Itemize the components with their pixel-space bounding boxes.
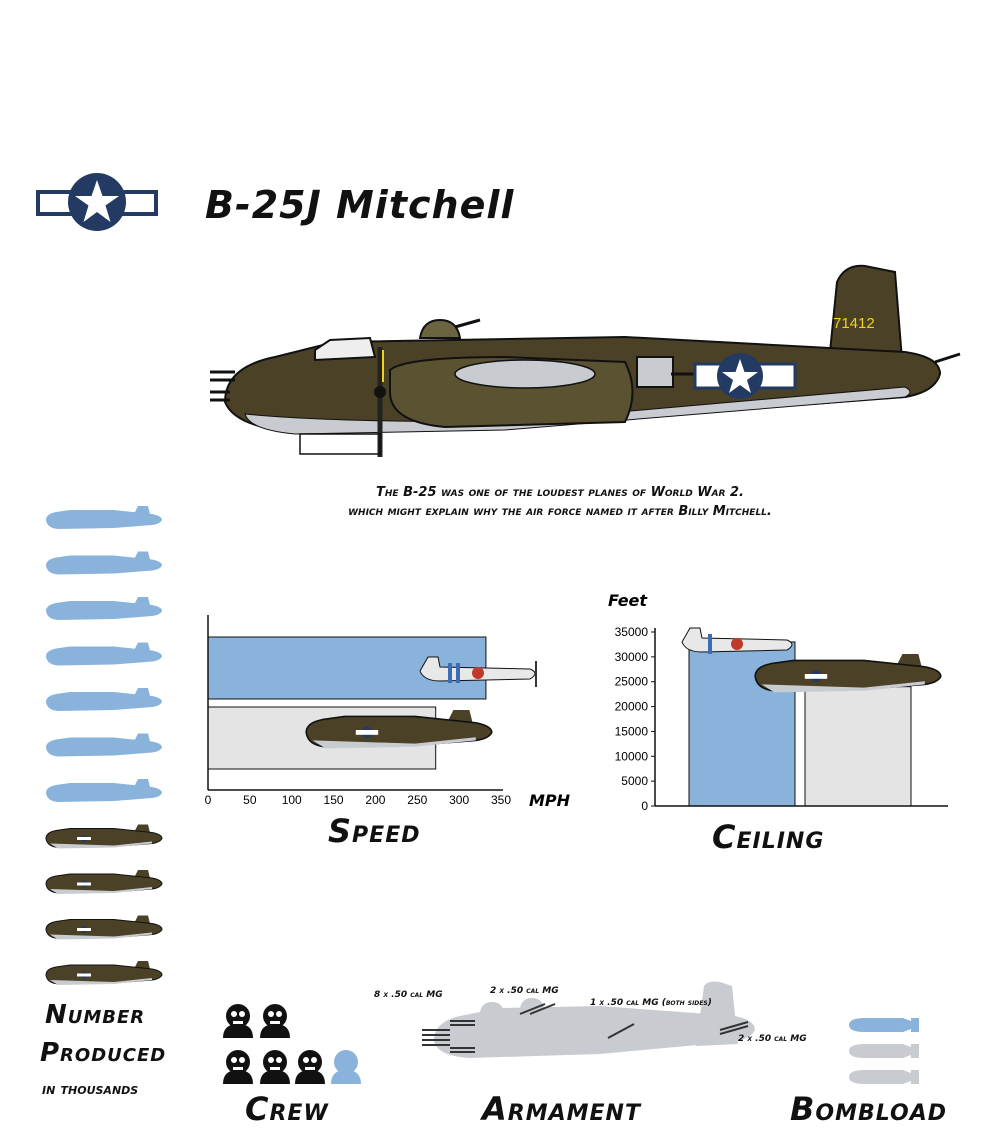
bomb-icon-1 [849, 1018, 919, 1032]
ceiling-bar-2 [805, 687, 911, 806]
armament-title: Armament [482, 1090, 641, 1128]
bombload-pictograph [845, 1012, 925, 1088]
speed-title: Speed [328, 812, 421, 850]
crew-title: Crew [245, 1090, 329, 1128]
production-title-line2: Produced [40, 1038, 167, 1068]
crew-icon-4 [260, 1050, 290, 1084]
ceiling-tick-15000: 15000 [614, 724, 648, 739]
zero-ceiling-icon [682, 628, 792, 654]
crew-pictograph [220, 1000, 370, 1090]
ceiling-tick-35000: 35000 [614, 625, 648, 639]
crew-icon-3 [223, 1050, 253, 1084]
production-icon-4 [46, 643, 162, 666]
speed-xlabel: MPH [529, 791, 571, 810]
speed-tick-350: 350 [490, 793, 512, 807]
bombload-title: Bombload [790, 1090, 947, 1128]
production-pictograph [40, 498, 175, 998]
speed-tick-200: 200 [365, 793, 386, 807]
armament-label-waist: 1 x .50 cal MG (both sides) [590, 998, 712, 1008]
speed-tick-50: 50 [243, 793, 257, 807]
production-icon-7 [46, 779, 162, 802]
armament-label-nose: 8 x .50 cal MG [374, 990, 443, 1000]
ceiling-tick-5000: 5000 [621, 774, 648, 789]
speed-chart [195, 615, 585, 815]
caption-line-1: The B-25 was one of the loudest planes of World War 2. [376, 485, 744, 500]
roundel-logo [36, 172, 158, 232]
b25-illustration [205, 262, 965, 462]
page-title: B-25J Mitchell [205, 183, 515, 227]
speed-tick-100: 100 [281, 793, 302, 807]
armament-label-turret: 2 x .50 cal MG [490, 986, 559, 996]
ceiling-tick-0: 0 [641, 799, 648, 813]
speed-tick-0: 0 [204, 793, 212, 807]
ceiling-tick-10000: 10000 [614, 749, 648, 764]
crew-icon-2 [260, 1004, 290, 1038]
tail-number: 71412 [833, 315, 875, 332]
production-icon-6 [46, 734, 162, 757]
ceiling-title: Ceiling [712, 818, 825, 856]
production-icon-3 [46, 597, 162, 620]
production-subtitle: in thousands [42, 1080, 139, 1098]
bomb-icon-3 [849, 1070, 919, 1084]
ceiling-tick-20000: 20000 [614, 699, 648, 714]
armament-diagram [420, 978, 760, 1078]
speed-tick-250: 250 [407, 793, 428, 807]
armament-label-tail: 2 x .50 cal MG [738, 1034, 807, 1044]
production-icon-2 [46, 552, 162, 575]
crew-icon-6 [331, 1050, 361, 1084]
production-icon-11 [46, 961, 162, 985]
speed-tick-150: 150 [323, 793, 344, 807]
production-icon-8 [46, 825, 162, 849]
production-icon-9 [46, 870, 162, 894]
bomb-icon-2 [849, 1044, 919, 1058]
ceiling-chart [600, 588, 970, 816]
ceiling-tick-30000: 30000 [614, 649, 648, 664]
ceiling-tick-25000: 25000 [614, 674, 648, 689]
ceiling-ylabel: Feet [608, 591, 648, 610]
crew-icon-1 [223, 1004, 253, 1038]
production-title-line1: Number [45, 1000, 146, 1030]
production-icon-1 [46, 506, 162, 529]
crew-icon-5 [295, 1050, 325, 1084]
production-icon-5 [46, 688, 162, 711]
speed-tick-300: 300 [449, 793, 470, 807]
production-icon-10 [46, 916, 162, 940]
caption-line-2: which might explain why the air force named it after Billy Mitchell. [348, 504, 772, 519]
